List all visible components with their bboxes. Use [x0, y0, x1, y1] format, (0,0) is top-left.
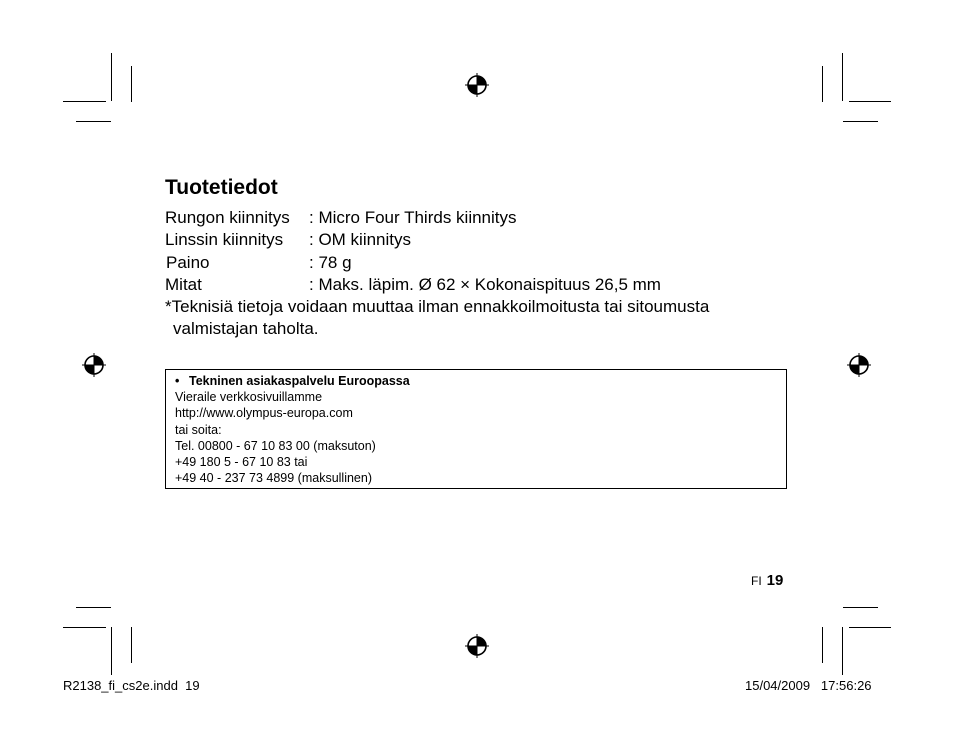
slug-filename: R2138_fi_cs2e.indd	[63, 678, 178, 693]
slug-time: 17:56:26	[820, 678, 872, 693]
crop-mark	[849, 101, 891, 102]
disclaimer-note: *Teknisiä tietoja voidaan muuttaa ilman ennakkoilmoitusta tai sitoumusta	[165, 297, 710, 316]
bullet-icon: •	[175, 374, 180, 388]
crop-mark	[822, 66, 823, 102]
crop-mark	[131, 627, 132, 663]
support-website-link[interactable]: http://www.olympus-europa.com	[175, 406, 353, 421]
spec-label: Linssin kiinnitys	[165, 230, 284, 249]
crop-mark	[849, 627, 891, 628]
crop-mark	[63, 627, 106, 628]
crop-mark	[842, 627, 843, 675]
spec-value: : Maks. läpim. Ø 62 × Kokonaispituus 26,5 mm	[309, 275, 661, 294]
spec-label: Paino	[166, 253, 210, 272]
support-line: tai soita:	[175, 422, 222, 437]
support-heading	[175, 373, 786, 389]
crop-mark	[843, 121, 878, 122]
support-heading-text: Tekninen asiakaspalvelu Euroopassa	[189, 374, 410, 388]
crop-mark	[76, 607, 111, 608]
registration-mark-icon	[464, 72, 490, 98]
disclaimer-note-continued: valmistajan taholta.	[173, 319, 319, 338]
slug-file-page: 19	[185, 678, 200, 693]
page-number: 19	[766, 572, 784, 589]
slug-file	[63, 678, 200, 693]
page-folio	[751, 572, 783, 589]
crop-mark	[111, 53, 112, 101]
registration-mark-icon	[81, 352, 107, 378]
spec-label: Mitat	[165, 275, 202, 294]
crop-mark	[63, 101, 106, 102]
language-code: FI	[751, 574, 762, 588]
support-phone: +49 180 5 - 67 10 83 tai	[175, 455, 308, 470]
crop-mark	[822, 627, 823, 663]
crop-mark	[843, 607, 878, 608]
spec-value: : Micro Four Thirds kiinnitys	[309, 208, 517, 227]
slug-timestamp	[745, 678, 872, 693]
slug-date: 15/04/2009	[745, 678, 811, 693]
support-line: Vieraile verkkosivuillamme	[175, 390, 323, 405]
crop-mark	[76, 121, 111, 122]
spec-value: : 78 g	[309, 253, 352, 272]
support-phone: +49 40 - 237 73 4899 (maksullinen)	[175, 471, 373, 486]
support-phone: Tel. 00800 - 67 10 83 00 (maksuton)	[175, 438, 376, 453]
registration-mark-icon	[464, 633, 490, 659]
crop-mark	[111, 627, 112, 675]
page-title: Tuotetiedot	[165, 176, 278, 199]
support-info-box	[165, 369, 787, 489]
spec-value: : OM kiinnitys	[309, 230, 412, 249]
crop-mark	[131, 66, 132, 102]
registration-mark-icon	[846, 352, 872, 378]
crop-mark	[842, 53, 843, 101]
spec-label: Rungon kiinnitys	[165, 208, 290, 227]
